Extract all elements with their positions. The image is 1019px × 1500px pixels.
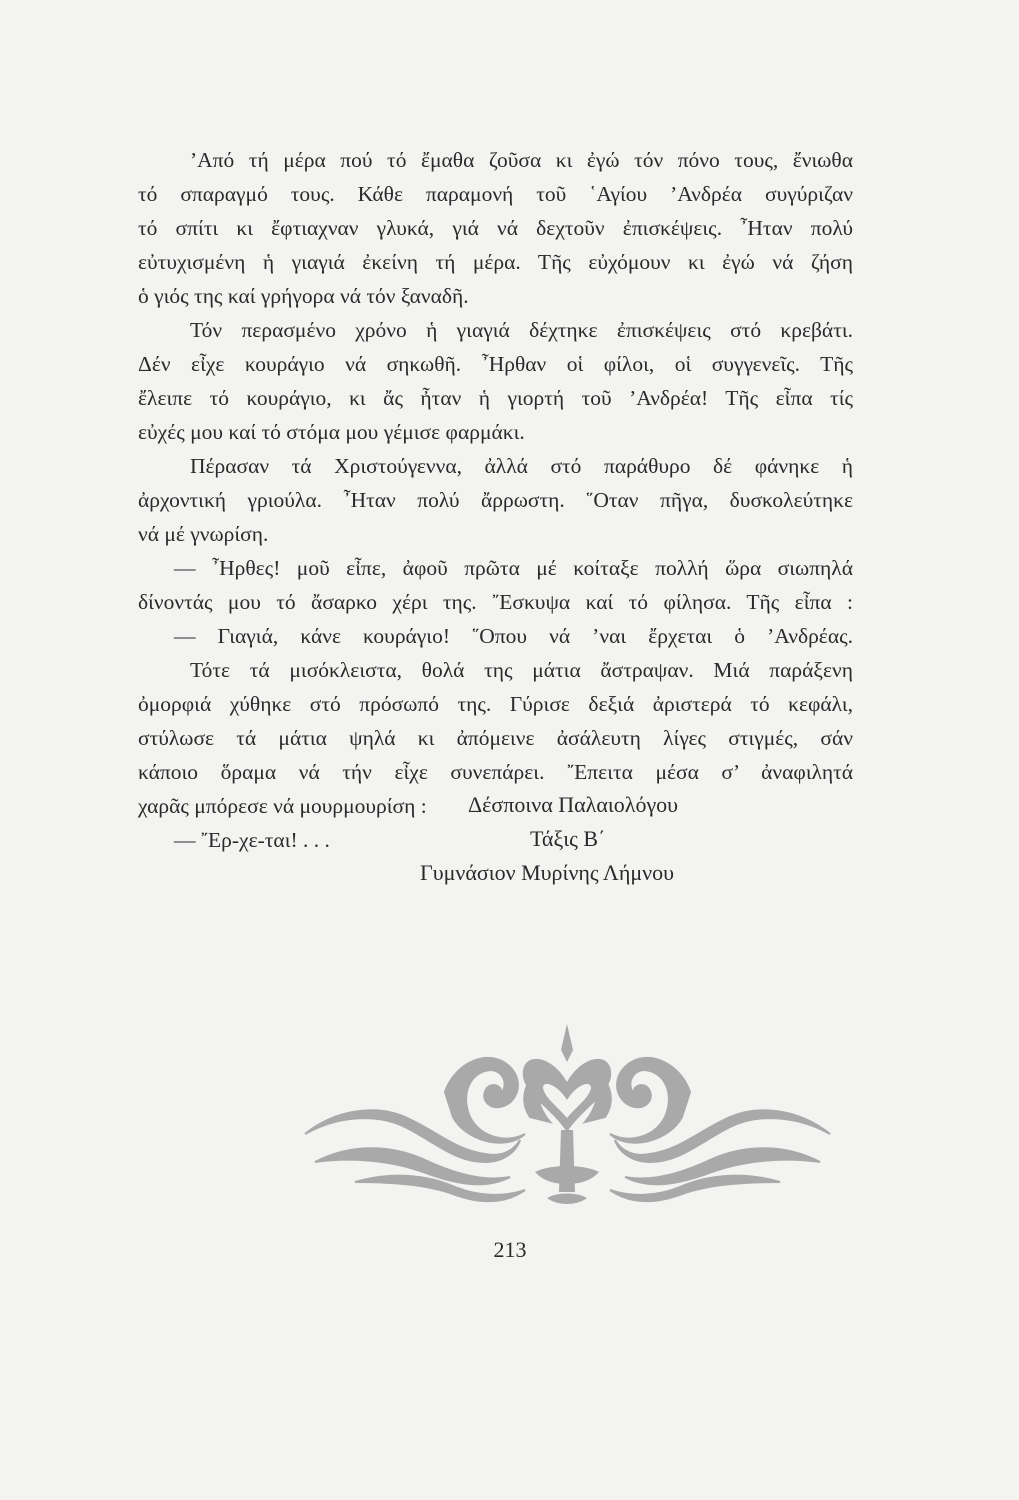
text-line: εὐτυχισμένη ἡ γιαγιά ἐκείνη τή μέρα. Τῆς εὐχόμουν κι ἐγώ νά ζήση: [138, 250, 853, 274]
text-line: Δέν εἶχε κουράγιο νά σηκωθῆ. ῏Ηρθαν οἱ φίλοι, οἱ συγγενεῖς. Τῆς: [138, 352, 853, 376]
text-line: χαρᾶς μπόρεσε νά μουρμουρίση :: [138, 794, 427, 818]
text-line: ἔλειπε τό κουράγιο, κι ἄς ἦταν ἡ γιορτή τοῦ ’Ανδρέα! Τῆς εἶπα τίς: [138, 386, 853, 410]
text-line: ἀρχοντική γριούλα. ῏Ηταν πολύ ἄρρωστη. ῞Οταν πῆγα, δυσκολεύτηκε: [138, 488, 853, 512]
text-line: Πέρασαν τά Χριστούγεννα, ἀλλά στό παράθυρο δέ φάνηκε ἡ: [190, 454, 853, 478]
author-class: Τάξις Β΄: [530, 826, 606, 851]
text-line: ’Από τή μέρα πού τό ἔμαθα ζοῦσα κι ἐγώ τόν πόνο τους, ἔνιωθα: [190, 148, 853, 172]
text-line: εὐχές μου καί τό στόμα μου γέμισε φαρμάκι.: [138, 420, 525, 444]
text-line: τό σπαραγμό τους. Κάθε παραμονή τοῦ ῾Αγίου ’Ανδρέα συγύριζαν: [138, 182, 853, 206]
text-line: Τότε τά μισόκλειστα, θολά της μάτια ἄστραψαν. Μιά παράξενη: [190, 658, 853, 682]
text-line: — ῎Ερ-χε-ται! . . .: [174, 828, 330, 852]
text-line: στύλωσε τά μάτια ψηλά κι ἀπόμεινε ἀσάλευτη λίγες στιγμές, σάν: [138, 726, 853, 750]
author-school: Γυμνάσιον Μυρίνης Λήμνου: [420, 860, 674, 885]
text-line: ὁ γιός της καί γρήγορα νά τόν ξαναδῆ.: [138, 284, 469, 308]
text-line: Τόν περασμένο χρόνο ἡ γιαγιά δέχτηκε ἐπισκέψεις στό κρεβάτι.: [190, 318, 853, 342]
floral-ornament-icon: [295, 1022, 840, 1212]
author-name: Δέσποινα Παλαιολόγου: [468, 792, 679, 817]
text-line: νά μέ γνωρίση.: [138, 522, 269, 546]
text-line: ὀμορφιά χύθηκε στό πρόσωπό της. Γύρισε δεξιά ἀριστερά τό κεφάλι,: [138, 692, 853, 716]
text-line: δίνοντάς μου τό ἄσαρκο χέρι της. ῎Εσκυψα καί τό φίλησα. Τῆς εἶπα :: [138, 590, 853, 614]
page-number: 213: [493, 1237, 527, 1262]
text-line: κάποιο ὅραμα νά τήν εἶχε συνεπάρει. ῎Επειτα μέσα σ’ ἀναφιλητά: [138, 760, 853, 784]
text-line: — ῏Ηρθες! μοῦ εἶπε, ἀφοῦ πρῶτα μέ κοίταξε πολλή ὥρα σιωπηλά: [174, 556, 853, 580]
text-line: — Γιαγιά, κάνε κουράγιο! ῞Οπου νά ’ναι ἔρχεται ὁ ’Ανδρέας.: [174, 624, 853, 648]
text-line: τό σπίτι κι ἔφτιαχναν γλυκά, γιά νά δεχτοῦν ἐπισκέψεις. ῏Ηταν πολύ: [138, 216, 853, 240]
story-text: [138, 143, 853, 857]
signature-block: [380, 788, 800, 890]
